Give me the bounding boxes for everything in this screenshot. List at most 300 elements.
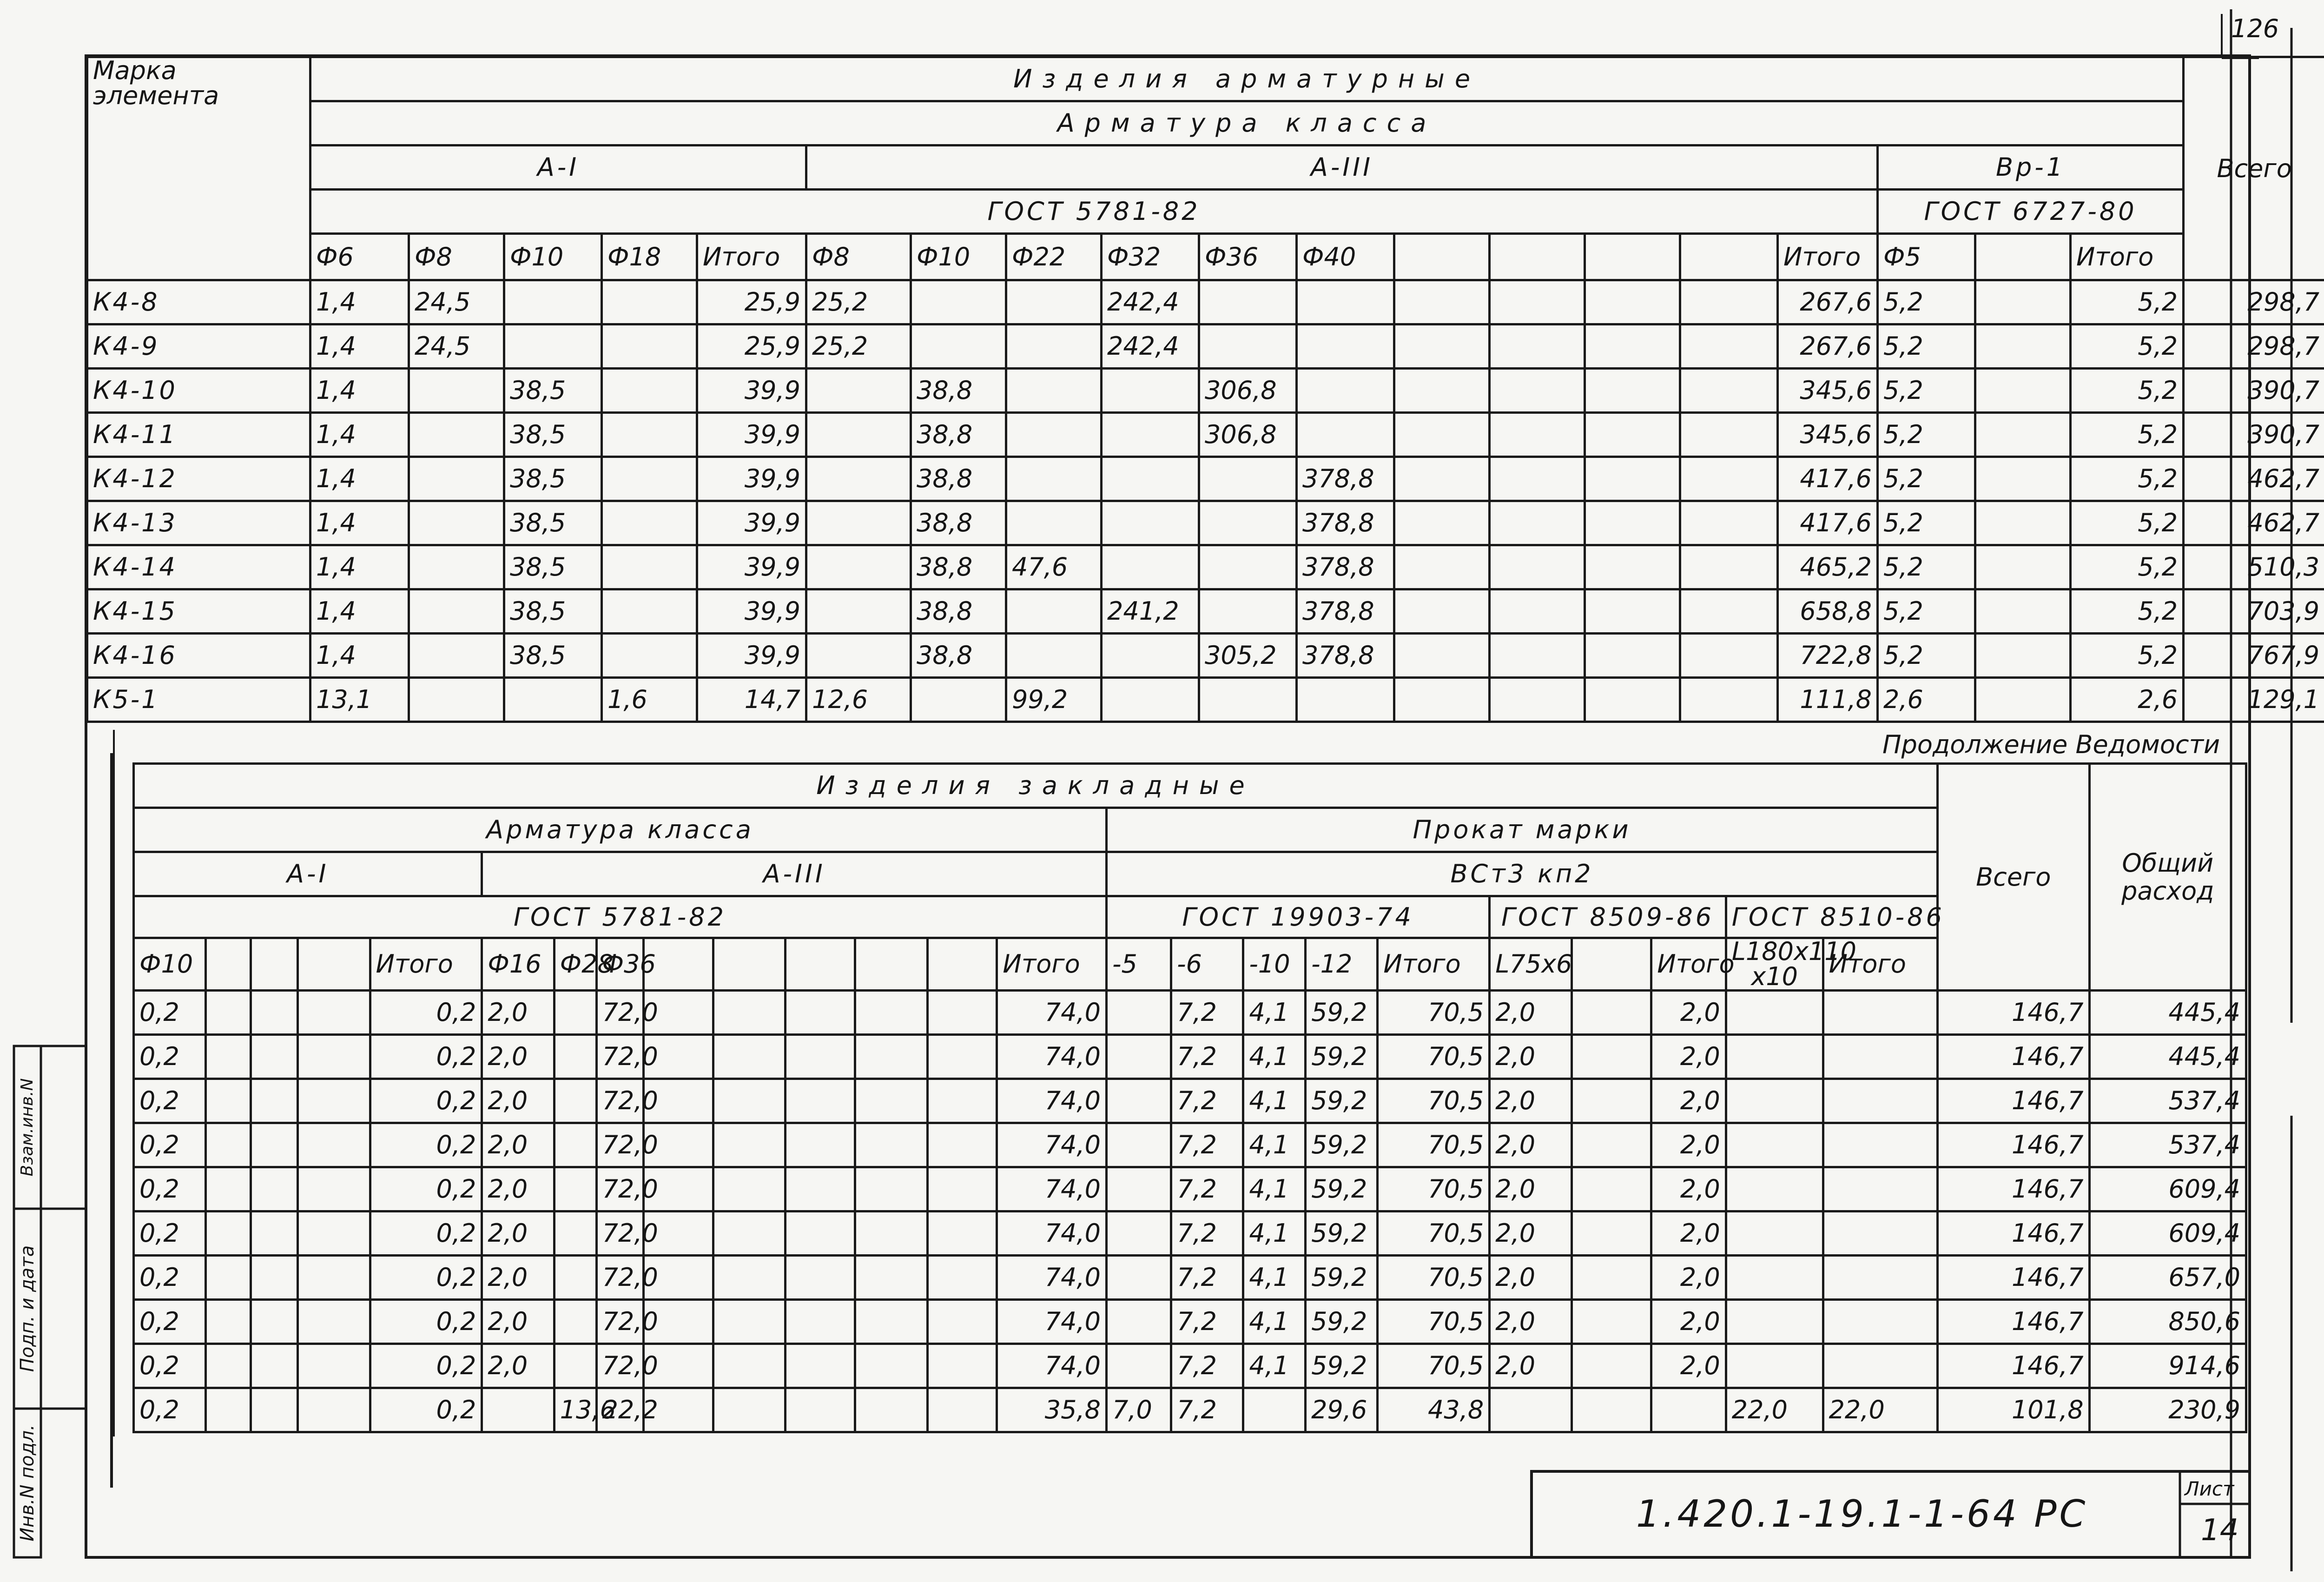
table-cell — [1490, 501, 1585, 545]
table-cell — [713, 1035, 786, 1079]
table-cell: 2,0 — [482, 1035, 554, 1079]
table-cell: 38,5 — [504, 501, 602, 545]
table-cell: 72,0 — [596, 1344, 644, 1388]
table-cell — [713, 1167, 786, 1211]
table-cell — [1199, 280, 1297, 324]
table-cell — [855, 1388, 927, 1432]
row-mark: К4-8 — [87, 280, 310, 324]
col-header — [251, 938, 298, 991]
table-cell — [1102, 369, 1199, 413]
table-cell: 0,2 — [370, 1388, 482, 1432]
table-cell: 4,1 — [1243, 1300, 1306, 1344]
table-cell: 5,2 — [2071, 413, 2184, 457]
table-cell — [927, 1167, 997, 1211]
sheet-number: 14 — [2201, 1513, 2239, 1548]
table-cell — [1651, 1388, 1726, 1432]
table-cell: 0,2 — [370, 1035, 482, 1079]
table-cell: 2,0 — [1490, 1300, 1572, 1344]
table-cell — [1823, 1167, 1937, 1211]
table-cell — [786, 1300, 855, 1344]
table-cell: 70,5 — [1378, 1123, 1490, 1167]
table-cell: 59,2 — [1306, 1167, 1378, 1211]
col-header: Ф32 — [1102, 234, 1199, 280]
table-cell — [806, 634, 911, 678]
table-cell — [927, 1256, 997, 1300]
col-header: Ф28 — [554, 938, 596, 991]
table-cell — [713, 1211, 786, 1256]
table-row — [134, 1079, 2246, 1123]
table-cell: 39,9 — [697, 634, 806, 678]
table-cell: 7,2 — [1171, 1167, 1243, 1211]
col-header: -5 — [1106, 938, 1171, 991]
table-cell — [1297, 413, 1394, 457]
table-cell: 5,2 — [2071, 369, 2184, 413]
table-cell: 267,6 — [1778, 324, 1878, 369]
table-cell — [806, 545, 911, 589]
table-cell: 2,0 — [482, 1079, 554, 1123]
table-cell: 70,5 — [1378, 1079, 1490, 1123]
table-cell — [927, 1211, 997, 1256]
table-cell: 7,2 — [1171, 991, 1243, 1035]
table-cell: 0,2 — [134, 1035, 206, 1079]
table-cell: 267,6 — [1778, 280, 1878, 324]
table-cell — [251, 1211, 298, 1256]
table-cell — [1490, 589, 1585, 634]
row-total: 298,7 — [2184, 280, 2324, 324]
table-cell — [602, 501, 697, 545]
row-total: 146,7 — [1938, 1344, 2090, 1388]
table-cell — [1490, 634, 1585, 678]
table-cell — [409, 413, 504, 457]
table-cell — [1394, 678, 1490, 722]
table-cell — [1680, 545, 1778, 589]
table-cell: 7,2 — [1171, 1035, 1243, 1079]
table-cell — [1975, 413, 2071, 457]
table-cell: 38,5 — [504, 634, 602, 678]
table-cell — [1199, 678, 1297, 722]
table-cell — [1585, 501, 1680, 545]
col-header — [1490, 234, 1585, 280]
table-cell — [1823, 991, 1937, 1035]
table-cell: 1,4 — [310, 369, 409, 413]
table-cell — [713, 1388, 786, 1432]
table-cell — [1006, 324, 1102, 369]
table-cell — [602, 589, 697, 634]
table-cell: 5,2 — [2071, 501, 2184, 545]
table-cell — [602, 280, 697, 324]
table-cell: 4,1 — [1243, 991, 1306, 1035]
table-cell: 25,2 — [806, 280, 911, 324]
table-cell: 5,2 — [1878, 545, 1975, 589]
table-cell — [251, 1123, 298, 1167]
table-cell — [927, 1079, 997, 1123]
table-cell: 1,6 — [602, 678, 697, 722]
table-cell: 38,8 — [911, 545, 1006, 589]
table-cell — [855, 1167, 927, 1211]
col-header: Ф10 — [504, 234, 602, 280]
col-header: Итого — [2071, 234, 2184, 280]
table-cell: 4,1 — [1243, 1167, 1306, 1211]
table-cell — [1823, 1079, 1937, 1123]
table-row — [134, 1211, 2246, 1256]
table-cell — [1490, 545, 1585, 589]
table-cell — [409, 457, 504, 501]
table-cell — [602, 634, 697, 678]
row-mark: К4-10 — [87, 369, 310, 413]
document-code: 1.420.1-19.1-1-64 РС — [1636, 1492, 2088, 1536]
table-cell: 0,2 — [134, 1256, 206, 1300]
sheet-label: Лист — [2185, 1477, 2234, 1500]
table-row — [134, 1344, 2246, 1388]
col-header — [855, 938, 927, 991]
table-cell: 2,0 — [1490, 1167, 1572, 1211]
table-cell — [1585, 589, 1680, 634]
class-a3: А-III — [806, 146, 1878, 190]
table-cell — [1490, 324, 1585, 369]
row-total: 390,7 — [2184, 369, 2324, 413]
table-cell: 72,0 — [596, 1035, 644, 1079]
table-cell — [1975, 545, 2071, 589]
top-column-headers — [87, 234, 2324, 280]
table-cell — [1102, 457, 1199, 501]
row-mark: К4-14 — [87, 545, 310, 589]
table-cell — [206, 1167, 251, 1211]
table-cell — [786, 1256, 855, 1300]
row-total: 146,7 — [1938, 1211, 2090, 1256]
bottom-class-header: Арматура класса — [134, 808, 1107, 852]
table-cell — [206, 1211, 251, 1256]
table-cell — [1243, 1388, 1306, 1432]
table-cell — [251, 1035, 298, 1079]
row-total: 462,7 — [2184, 457, 2324, 501]
col-header: -12 — [1306, 938, 1378, 991]
class-header: Арматура класса — [310, 101, 2184, 146]
table-cell: 24,5 — [409, 280, 504, 324]
table-cell: 378,8 — [1297, 589, 1394, 634]
table-cell: 59,2 — [1306, 1256, 1378, 1300]
table-cell: 38,8 — [911, 413, 1006, 457]
table-cell — [1571, 1079, 1651, 1123]
steel-grade: ВСт3 кп2 — [1106, 852, 1937, 896]
table-cell: 7,2 — [1171, 1388, 1243, 1432]
table-cell: 345,6 — [1778, 413, 1878, 457]
table-cell — [1106, 1300, 1171, 1344]
gost-19903: ГОСТ 19903-74 — [1106, 896, 1489, 938]
gost-8510: ГОСТ 8510-86 — [1726, 896, 1937, 938]
row-total: 146,7 — [1938, 1300, 2090, 1344]
row-mark: К4-12 — [87, 457, 310, 501]
table-cell — [251, 1300, 298, 1344]
table-cell — [911, 280, 1006, 324]
table-cell — [1006, 457, 1102, 501]
table-row — [134, 1035, 2246, 1079]
table-cell: 72,0 — [596, 1123, 644, 1167]
col-header — [1680, 234, 1778, 280]
row-overall: 230,9 — [2089, 1388, 2246, 1432]
table-cell: 5,2 — [1878, 634, 1975, 678]
bottom-table-body — [134, 991, 2246, 1432]
table-cell: 7,2 — [1171, 1256, 1243, 1300]
row-mark: К5-1 — [87, 678, 310, 722]
side-label-sign: Подп. и дата — [17, 1245, 38, 1372]
table-cell — [1571, 1344, 1651, 1388]
table-cell — [1394, 369, 1490, 413]
table-cell — [855, 1123, 927, 1167]
table-cell — [409, 678, 504, 722]
col-header: Ф10 — [911, 234, 1006, 280]
table-cell — [1199, 324, 1297, 369]
col-header — [1585, 234, 1680, 280]
table-cell — [1297, 280, 1394, 324]
table-cell — [206, 1344, 251, 1388]
table-cell: 7,2 — [1171, 1123, 1243, 1167]
table-cell: 4,1 — [1243, 1035, 1306, 1079]
table-cell — [1394, 413, 1490, 457]
table-cell — [1006, 369, 1102, 413]
row-overall: 537,4 — [2089, 1079, 2246, 1123]
table-cell: 39,9 — [697, 545, 806, 589]
table-cell: 0,2 — [134, 991, 206, 1035]
table-cell — [298, 1388, 370, 1432]
table-cell — [1975, 678, 2071, 722]
table-cell — [602, 457, 697, 501]
table-cell: 0,2 — [134, 1344, 206, 1388]
table-cell — [1585, 634, 1680, 678]
table-row — [87, 324, 2324, 369]
table-row — [87, 501, 2324, 545]
table-cell: 0,2 — [134, 1079, 206, 1123]
table-cell — [786, 1211, 855, 1256]
table-cell — [786, 1167, 855, 1211]
table-cell — [554, 1079, 596, 1123]
row-total: 146,7 — [1938, 1256, 2090, 1300]
table-cell: 2,0 — [482, 1123, 554, 1167]
table-cell — [855, 1211, 927, 1256]
table-cell — [1571, 1300, 1651, 1344]
table-cell: 22,0 — [1823, 1388, 1937, 1432]
col-header: Ф36 — [596, 938, 644, 991]
table-row — [134, 1388, 2246, 1432]
table-cell: 5,2 — [1878, 457, 1975, 501]
table-cell: 59,2 — [1306, 1344, 1378, 1388]
table-cell — [602, 324, 697, 369]
table-cell: 2,0 — [1651, 1300, 1726, 1344]
table-cell: 74,0 — [997, 1256, 1107, 1300]
table-cell: 111,8 — [1778, 678, 1878, 722]
table-cell: 378,8 — [1297, 545, 1394, 589]
table-cell — [298, 1256, 370, 1300]
row-total: 101,8 — [1938, 1388, 2090, 1432]
table-cell — [251, 1388, 298, 1432]
table-cell — [1585, 324, 1680, 369]
table-cell — [713, 1256, 786, 1300]
table-cell: 38,8 — [911, 634, 1006, 678]
table-cell: 38,8 — [911, 501, 1006, 545]
table-cell — [1394, 457, 1490, 501]
table-cell: 5,2 — [1878, 413, 1975, 457]
table-cell: 5,2 — [1878, 324, 1975, 369]
table-cell: 25,2 — [806, 324, 911, 369]
table-cell — [1726, 1079, 1823, 1123]
table-cell — [855, 1256, 927, 1300]
table-cell — [251, 1167, 298, 1211]
table-cell: 72,0 — [596, 991, 644, 1035]
col-header: Итого — [1378, 938, 1490, 991]
col-header: Ф36 — [1199, 234, 1297, 280]
table-cell — [602, 369, 697, 413]
gost-5781: ГОСТ 5781-82 — [310, 190, 1878, 234]
table-cell: 74,0 — [997, 1300, 1107, 1344]
table-cell — [1585, 280, 1680, 324]
table-cell — [1199, 545, 1297, 589]
table-cell: 72,0 — [596, 1300, 644, 1344]
table-cell: 74,0 — [997, 1167, 1107, 1211]
table-cell — [1726, 1211, 1823, 1256]
row-total: 767,9 — [2184, 634, 2324, 678]
table-cell: 0,2 — [370, 1344, 482, 1388]
table-cell — [1680, 678, 1778, 722]
table-cell: 2,0 — [482, 991, 554, 1035]
table-cell — [713, 991, 786, 1035]
table-cell: 39,9 — [697, 589, 806, 634]
table-cell: 2,0 — [482, 1167, 554, 1211]
table-cell: 378,8 — [1297, 634, 1394, 678]
table-cell — [1571, 991, 1651, 1035]
table-cell — [1975, 634, 2071, 678]
row-total: 390,7 — [2184, 413, 2324, 457]
row-mark: К4-9 — [87, 324, 310, 369]
table-cell — [713, 1123, 786, 1167]
table-cell — [1102, 501, 1199, 545]
table-cell: 2,0 — [1490, 991, 1572, 1035]
table-cell — [1680, 589, 1778, 634]
table-cell — [1823, 1123, 1937, 1167]
table-cell: 5,2 — [2071, 634, 2184, 678]
table-row — [87, 589, 2324, 634]
table-cell — [1975, 589, 2071, 634]
table-cell: 0,2 — [134, 1167, 206, 1211]
table-cell: 4,1 — [1243, 1256, 1306, 1300]
table-cell — [1394, 634, 1490, 678]
table-cell: 39,9 — [697, 369, 806, 413]
side-label-inv: Инв.N подл. — [17, 1424, 38, 1542]
table-cell: 72,0 — [596, 1256, 644, 1300]
table-cell — [786, 1123, 855, 1167]
table-cell — [298, 1123, 370, 1167]
row-overall: 537,4 — [2089, 1123, 2246, 1167]
table-cell — [1394, 501, 1490, 545]
col-header: Ф10 — [134, 938, 206, 991]
table-cell — [786, 1079, 855, 1123]
table-cell: 0,2 — [370, 1167, 482, 1211]
col-header — [1394, 234, 1490, 280]
table-cell: 1,4 — [310, 589, 409, 634]
table-cell — [806, 413, 911, 457]
table-row — [134, 1256, 2246, 1300]
bottom-column-headers — [134, 938, 2246, 991]
table-cell — [786, 1344, 855, 1388]
table-cell — [298, 1344, 370, 1388]
table-cell: 0,2 — [134, 1123, 206, 1167]
table-cell: 70,5 — [1378, 1300, 1490, 1344]
row-total: 146,7 — [1938, 1167, 2090, 1211]
table-cell — [1975, 369, 2071, 413]
table-cell: 4,1 — [1243, 1079, 1306, 1123]
table-cell: 74,0 — [997, 1344, 1107, 1388]
table-cell: 7,2 — [1171, 1300, 1243, 1344]
table-cell — [554, 1300, 596, 1344]
col-header: Итого — [1778, 234, 1878, 280]
table-cell: 417,6 — [1778, 501, 1878, 545]
table-cell — [251, 1256, 298, 1300]
table-cell — [554, 1211, 596, 1256]
table-cell: 99,2 — [1006, 678, 1102, 722]
table-cell — [1680, 413, 1778, 457]
row-mark: К4-13 — [87, 501, 310, 545]
table-cell — [1585, 545, 1680, 589]
table-cell: 12,6 — [806, 678, 911, 722]
table-cell: 38,8 — [911, 457, 1006, 501]
table-cell — [1006, 589, 1102, 634]
top-table-body — [87, 280, 2324, 722]
table-cell — [1199, 501, 1297, 545]
bottom-embedded-table — [132, 762, 2247, 1433]
table-cell: 417,6 — [1778, 457, 1878, 501]
top-reinforcement-table — [86, 56, 2324, 723]
table-cell — [1106, 1256, 1171, 1300]
table-cell — [1490, 1388, 1572, 1432]
table-cell: 5,2 — [1878, 280, 1975, 324]
table-cell — [1975, 501, 2071, 545]
table-cell — [251, 1079, 298, 1123]
table-cell — [806, 457, 911, 501]
table-cell: 39,9 — [697, 501, 806, 545]
table-cell: 70,5 — [1378, 1167, 1490, 1211]
table-cell: 2,0 — [1490, 1256, 1572, 1300]
col-header — [713, 938, 786, 991]
table-cell — [298, 991, 370, 1035]
bottom-class-a3: А-III — [482, 852, 1107, 896]
table-cell: 0,2 — [134, 1388, 206, 1432]
table-cell — [1823, 1256, 1937, 1300]
table-cell: 5,2 — [2071, 280, 2184, 324]
table-cell: 722,8 — [1778, 634, 1878, 678]
col-header: Ф5 — [1878, 234, 1975, 280]
table-cell — [1297, 369, 1394, 413]
table-cell — [206, 1123, 251, 1167]
side-label-replace: Взам.инв.N — [18, 1078, 37, 1177]
table-cell: 2,0 — [1490, 1035, 1572, 1079]
table-cell — [927, 1300, 997, 1344]
row-overall: 609,4 — [2089, 1211, 2246, 1256]
row-total: 462,7 — [2184, 501, 2324, 545]
table-cell: 5,2 — [1878, 501, 1975, 545]
table-row — [134, 1167, 2246, 1211]
table-row — [134, 991, 2246, 1035]
table-cell — [206, 1035, 251, 1079]
table-cell — [554, 1167, 596, 1211]
table-cell: 2,6 — [2071, 678, 2184, 722]
table-cell — [1726, 1300, 1823, 1344]
table-cell — [1394, 324, 1490, 369]
row-overall: 445,4 — [2089, 1035, 2246, 1079]
table-cell — [855, 1035, 927, 1079]
row-total: 146,7 — [1938, 1079, 2090, 1123]
col-header — [1975, 234, 2071, 280]
table-cell — [1297, 324, 1394, 369]
table-cell — [1680, 457, 1778, 501]
table-cell: 24,5 — [409, 324, 504, 369]
